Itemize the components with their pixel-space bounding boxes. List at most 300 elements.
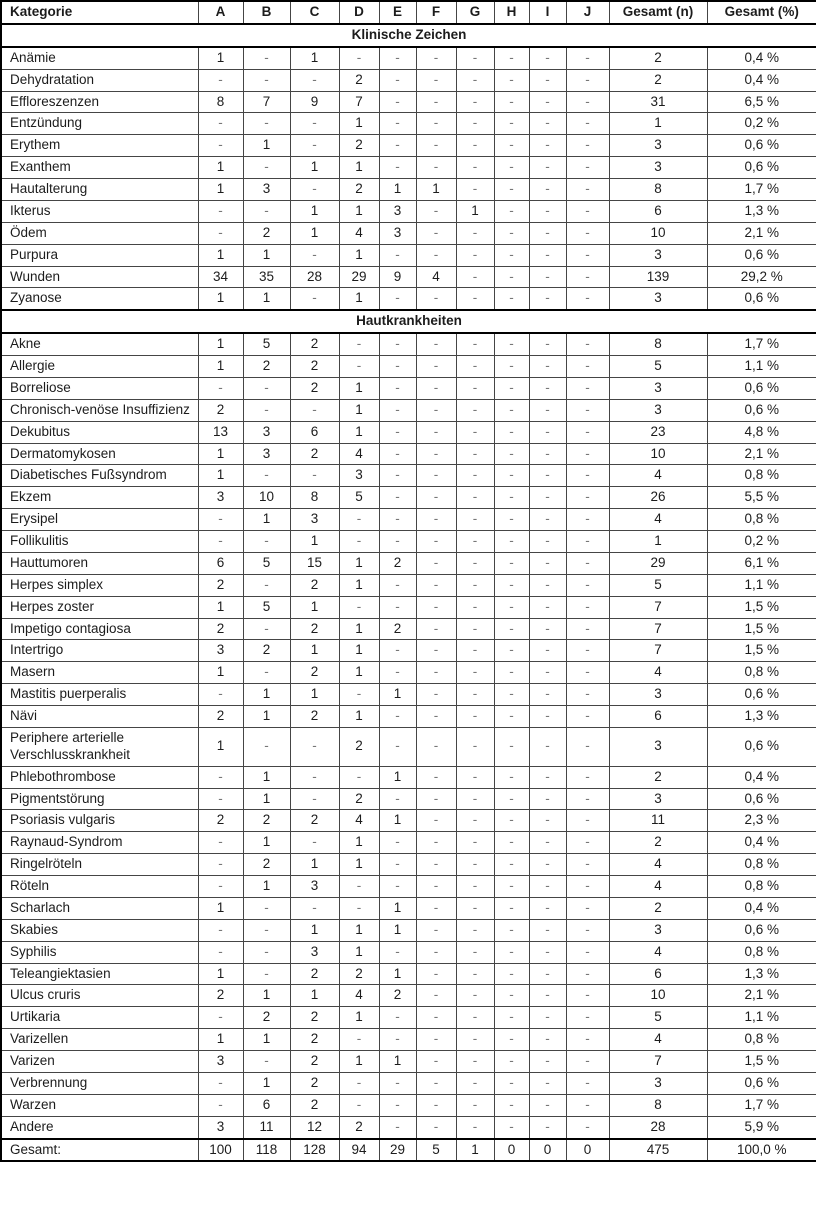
- value-cell-i: -: [529, 1029, 566, 1051]
- value-cell-c: 2: [290, 1007, 339, 1029]
- total-pct-cell: 2,1 %: [707, 222, 816, 244]
- value-cell-a: 3: [198, 1051, 243, 1073]
- value-cell-h: -: [494, 727, 529, 766]
- value-cell-h: -: [494, 1029, 529, 1051]
- value-cell-i: -: [529, 288, 566, 310]
- value-cell-b: -: [243, 897, 290, 919]
- value-cell-j: -: [566, 788, 609, 810]
- value-cell-d: 1: [339, 421, 379, 443]
- value-cell-j: -: [566, 574, 609, 596]
- column-header-i: I: [529, 1, 566, 24]
- value-cell-h: -: [494, 596, 529, 618]
- value-cell-e: -: [379, 640, 416, 662]
- value-cell-c: 2: [290, 963, 339, 985]
- value-cell-c: 1: [290, 684, 339, 706]
- column-header-e: E: [379, 1, 416, 24]
- table-row: [1, 47, 816, 69]
- value-cell-d: 1: [339, 377, 379, 399]
- category-cell: Varizen: [1, 1051, 198, 1073]
- value-cell-j: -: [566, 399, 609, 421]
- value-cell-e: -: [379, 399, 416, 421]
- value-cell-c: 1: [290, 596, 339, 618]
- value-cell-d: 29: [339, 266, 379, 288]
- total-pct-cell: 5,9 %: [707, 1116, 816, 1138]
- value-cell-c: 2: [290, 1051, 339, 1073]
- value-cell-g: -: [456, 919, 494, 941]
- value-cell-g: -: [456, 1029, 494, 1051]
- column-header-a: A: [198, 1, 243, 24]
- value-cell-b: 1: [243, 288, 290, 310]
- value-cell-i: -: [529, 854, 566, 876]
- value-cell-e: -: [379, 854, 416, 876]
- total-pct-cell: 0,8 %: [707, 941, 816, 963]
- category-cell: Borreliose: [1, 377, 198, 399]
- value-cell-g: -: [456, 854, 494, 876]
- value-cell-d: -: [339, 47, 379, 69]
- value-cell-d: -: [339, 596, 379, 618]
- value-cell-i: -: [529, 941, 566, 963]
- total-pct-cell: 1,5 %: [707, 618, 816, 640]
- table-row: [1, 662, 816, 684]
- total-pct-cell: 2,1 %: [707, 443, 816, 465]
- value-cell-b: -: [243, 727, 290, 766]
- value-cell-e: -: [379, 443, 416, 465]
- table-row: [1, 421, 816, 443]
- table-row: [1, 941, 816, 963]
- value-cell-b: 2: [243, 810, 290, 832]
- value-cell-j: -: [566, 766, 609, 788]
- total-n-cell: 31: [609, 91, 707, 113]
- value-cell-j: -: [566, 487, 609, 509]
- value-cell-d: -: [339, 531, 379, 553]
- category-cell: Ringelröteln: [1, 854, 198, 876]
- total-n-cell: 7: [609, 618, 707, 640]
- value-cell-f: -: [416, 421, 456, 443]
- table-row: [1, 963, 816, 985]
- value-cell-g: -: [456, 399, 494, 421]
- table-row: [1, 684, 816, 706]
- value-cell-i: -: [529, 47, 566, 69]
- value-cell-b: -: [243, 157, 290, 179]
- category-cell: Pigmentstörung: [1, 788, 198, 810]
- value-cell-h: -: [494, 69, 529, 91]
- value-cell-i: -: [529, 113, 566, 135]
- value-cell-e: -: [379, 662, 416, 684]
- total-pct-cell: 0,6 %: [707, 1072, 816, 1094]
- value-cell-c: -: [290, 113, 339, 135]
- value-cell-f: -: [416, 919, 456, 941]
- value-cell-g: -: [456, 727, 494, 766]
- value-cell-b: -: [243, 377, 290, 399]
- value-cell-h: -: [494, 288, 529, 310]
- value-cell-a: 6: [198, 552, 243, 574]
- value-cell-b: 5: [243, 552, 290, 574]
- value-cell-i: -: [529, 333, 566, 355]
- value-cell-c: 1: [290, 985, 339, 1007]
- value-cell-f: -: [416, 399, 456, 421]
- value-cell-d: 2: [339, 69, 379, 91]
- table-row: [1, 288, 816, 310]
- value-cell-h: -: [494, 179, 529, 201]
- value-cell-h: -: [494, 222, 529, 244]
- category-cell: Hauttumoren: [1, 552, 198, 574]
- total-pct-cell: 0,8 %: [707, 465, 816, 487]
- column-header-f: F: [416, 1, 456, 24]
- value-cell-e: 2: [379, 618, 416, 640]
- total-n-cell: 7: [609, 1051, 707, 1073]
- value-cell-e: -: [379, 1116, 416, 1138]
- total-pct-cell: 1,3 %: [707, 200, 816, 222]
- value-cell-d: -: [339, 766, 379, 788]
- total-n-cell: 8: [609, 1094, 707, 1116]
- category-cell: Skabies: [1, 919, 198, 941]
- table-row: [1, 1072, 816, 1094]
- value-cell-a: 1: [198, 179, 243, 201]
- value-cell-f: -: [416, 487, 456, 509]
- table-row: [1, 919, 816, 941]
- value-cell-j: -: [566, 266, 609, 288]
- category-cell: Ödem: [1, 222, 198, 244]
- total-n-cell: 5: [609, 574, 707, 596]
- value-cell-b: 1: [243, 766, 290, 788]
- value-cell-a: 1: [198, 157, 243, 179]
- value-cell-h: -: [494, 377, 529, 399]
- value-cell-f: -: [416, 465, 456, 487]
- category-cell: Psoriasis vulgaris: [1, 810, 198, 832]
- value-cell-e: -: [379, 333, 416, 355]
- value-cell-h: -: [494, 157, 529, 179]
- column-header-kategorie: Kategorie: [1, 1, 198, 24]
- category-cell: Ulcus cruris: [1, 985, 198, 1007]
- value-cell-g: -: [456, 662, 494, 684]
- value-cell-d: 4: [339, 443, 379, 465]
- category-cell: Nävi: [1, 706, 198, 728]
- value-cell-e: 1: [379, 179, 416, 201]
- value-cell-h: -: [494, 963, 529, 985]
- column-header-gesamt-n: Gesamt (n): [609, 1, 707, 24]
- value-cell-e: -: [379, 832, 416, 854]
- value-cell-e: 2: [379, 985, 416, 1007]
- total-n-cell: 29: [609, 552, 707, 574]
- table-row: [1, 854, 816, 876]
- value-cell-g: -: [456, 288, 494, 310]
- category-cell: Andere: [1, 1116, 198, 1138]
- value-cell-d: 2: [339, 788, 379, 810]
- total-pct-cell: 0,4 %: [707, 47, 816, 69]
- table-row: [1, 399, 816, 421]
- value-cell-b: 5: [243, 596, 290, 618]
- value-cell-i: -: [529, 1116, 566, 1138]
- value-cell-c: 2: [290, 1029, 339, 1051]
- value-cell-e: 29: [379, 1139, 416, 1162]
- value-cell-d: -: [339, 333, 379, 355]
- value-cell-a: 2: [198, 810, 243, 832]
- value-cell-d: 2: [339, 1116, 379, 1138]
- value-cell-g: -: [456, 135, 494, 157]
- category-cell: Syphilis: [1, 941, 198, 963]
- total-n-cell: 6: [609, 200, 707, 222]
- value-cell-f: -: [416, 1051, 456, 1073]
- value-cell-i: -: [529, 69, 566, 91]
- value-cell-g: -: [456, 421, 494, 443]
- value-cell-i: -: [529, 552, 566, 574]
- value-cell-c: -: [290, 832, 339, 854]
- value-cell-b: 1: [243, 244, 290, 266]
- category-cell: Akne: [1, 333, 198, 355]
- value-cell-h: -: [494, 662, 529, 684]
- totals-row: [1, 1139, 816, 1162]
- value-cell-f: -: [416, 876, 456, 898]
- table-row: [1, 244, 816, 266]
- value-cell-d: 94: [339, 1139, 379, 1162]
- total-pct-cell: 4,8 %: [707, 421, 816, 443]
- value-cell-d: 1: [339, 574, 379, 596]
- value-cell-c: 2: [290, 810, 339, 832]
- value-cell-e: -: [379, 1029, 416, 1051]
- total-n-cell: 5: [609, 356, 707, 378]
- table-row: [1, 135, 816, 157]
- value-cell-d: 1: [339, 1051, 379, 1073]
- value-cell-b: -: [243, 113, 290, 135]
- value-cell-f: -: [416, 963, 456, 985]
- value-cell-j: -: [566, 640, 609, 662]
- value-cell-c: 12: [290, 1116, 339, 1138]
- table-row: [1, 531, 816, 553]
- value-cell-d: 1: [339, 200, 379, 222]
- column-header-g: G: [456, 1, 494, 24]
- value-cell-h: -: [494, 356, 529, 378]
- value-cell-i: -: [529, 596, 566, 618]
- category-cell: Diabetisches Fußsyndrom: [1, 465, 198, 487]
- column-header-b: B: [243, 1, 290, 24]
- column-header-j: J: [566, 1, 609, 24]
- total-n-cell: 26: [609, 487, 707, 509]
- value-cell-i: -: [529, 200, 566, 222]
- value-cell-i: -: [529, 640, 566, 662]
- value-cell-d: 4: [339, 985, 379, 1007]
- value-cell-i: -: [529, 443, 566, 465]
- value-cell-b: -: [243, 465, 290, 487]
- value-cell-g: -: [456, 443, 494, 465]
- value-cell-e: -: [379, 487, 416, 509]
- category-cell: Anämie: [1, 47, 198, 69]
- table-row: [1, 706, 816, 728]
- value-cell-a: 1: [198, 727, 243, 766]
- value-cell-h: -: [494, 941, 529, 963]
- value-cell-d: 3: [339, 465, 379, 487]
- category-cell: Wunden: [1, 266, 198, 288]
- value-cell-g: 1: [456, 1139, 494, 1162]
- value-cell-a: -: [198, 135, 243, 157]
- value-cell-g: -: [456, 963, 494, 985]
- value-cell-j: -: [566, 897, 609, 919]
- value-cell-b: -: [243, 69, 290, 91]
- value-cell-h: -: [494, 684, 529, 706]
- value-cell-a: 34: [198, 266, 243, 288]
- value-cell-a: -: [198, 919, 243, 941]
- value-cell-i: -: [529, 135, 566, 157]
- value-cell-h: -: [494, 706, 529, 728]
- category-cell: Exanthem: [1, 157, 198, 179]
- value-cell-e: 3: [379, 222, 416, 244]
- value-cell-b: 1: [243, 788, 290, 810]
- total-n-cell: 3: [609, 399, 707, 421]
- value-cell-e: -: [379, 1007, 416, 1029]
- value-cell-i: -: [529, 876, 566, 898]
- value-cell-i: -: [529, 618, 566, 640]
- value-cell-c: -: [290, 288, 339, 310]
- value-cell-a: 2: [198, 706, 243, 728]
- value-cell-c: 2: [290, 662, 339, 684]
- value-cell-h: -: [494, 552, 529, 574]
- value-cell-e: -: [379, 91, 416, 113]
- value-cell-j: -: [566, 135, 609, 157]
- value-cell-i: -: [529, 810, 566, 832]
- value-cell-c: 2: [290, 443, 339, 465]
- total-pct-cell: 6,5 %: [707, 91, 816, 113]
- total-pct-cell: 1,5 %: [707, 1051, 816, 1073]
- value-cell-d: 2: [339, 963, 379, 985]
- value-cell-i: -: [529, 963, 566, 985]
- table-row: [1, 113, 816, 135]
- value-cell-i: -: [529, 377, 566, 399]
- total-pct-cell: 0,6 %: [707, 157, 816, 179]
- table-row: [1, 552, 816, 574]
- value-cell-j: -: [566, 963, 609, 985]
- value-cell-i: -: [529, 244, 566, 266]
- value-cell-e: 1: [379, 963, 416, 985]
- value-cell-d: -: [339, 1094, 379, 1116]
- value-cell-a: -: [198, 854, 243, 876]
- value-cell-b: 3: [243, 443, 290, 465]
- value-cell-j: -: [566, 47, 609, 69]
- table-row: [1, 377, 816, 399]
- value-cell-j: 0: [566, 1139, 609, 1162]
- section-title: Hautkrankheiten: [1, 310, 816, 333]
- value-cell-d: -: [339, 1072, 379, 1094]
- value-cell-a: -: [198, 1094, 243, 1116]
- total-pct-cell: 1,7 %: [707, 333, 816, 355]
- value-cell-d: 7: [339, 91, 379, 113]
- value-cell-c: 1: [290, 200, 339, 222]
- value-cell-e: -: [379, 113, 416, 135]
- value-cell-c: -: [290, 69, 339, 91]
- value-cell-a: 1: [198, 333, 243, 355]
- value-cell-i: -: [529, 1072, 566, 1094]
- value-cell-b: 3: [243, 421, 290, 443]
- total-pct-cell: 6,1 %: [707, 552, 816, 574]
- value-cell-a: 3: [198, 487, 243, 509]
- total-n-cell: 3: [609, 919, 707, 941]
- value-cell-g: -: [456, 91, 494, 113]
- value-cell-i: -: [529, 1051, 566, 1073]
- value-cell-i: -: [529, 766, 566, 788]
- value-cell-a: -: [198, 69, 243, 91]
- value-cell-d: 1: [339, 662, 379, 684]
- table-row: [1, 832, 816, 854]
- value-cell-j: -: [566, 244, 609, 266]
- value-cell-j: -: [566, 832, 609, 854]
- category-cell: Dermatomykosen: [1, 443, 198, 465]
- category-cell: Erysipel: [1, 509, 198, 531]
- value-cell-b: 1: [243, 1029, 290, 1051]
- total-pct-cell: 2,3 %: [707, 810, 816, 832]
- value-cell-h: -: [494, 509, 529, 531]
- total-pct-cell: 1,1 %: [707, 1007, 816, 1029]
- value-cell-h: -: [494, 200, 529, 222]
- value-cell-b: 7: [243, 91, 290, 113]
- total-pct-cell: 2,1 %: [707, 985, 816, 1007]
- value-cell-f: -: [416, 640, 456, 662]
- total-pct-cell: 5,5 %: [707, 487, 816, 509]
- value-cell-b: 1: [243, 832, 290, 854]
- value-cell-i: -: [529, 266, 566, 288]
- value-cell-h: -: [494, 135, 529, 157]
- total-pct-cell: 100,0 %: [707, 1139, 816, 1162]
- total-pct-cell: 0,8 %: [707, 662, 816, 684]
- value-cell-g: -: [456, 113, 494, 135]
- value-cell-d: 2: [339, 179, 379, 201]
- value-cell-b: 1: [243, 509, 290, 531]
- value-cell-c: 15: [290, 552, 339, 574]
- value-cell-b: 2: [243, 222, 290, 244]
- value-cell-c: -: [290, 135, 339, 157]
- value-cell-f: 5: [416, 1139, 456, 1162]
- value-cell-j: -: [566, 854, 609, 876]
- value-cell-b: -: [243, 662, 290, 684]
- value-cell-b: -: [243, 1051, 290, 1073]
- value-cell-b: -: [243, 618, 290, 640]
- total-pct-cell: 0,6 %: [707, 727, 816, 766]
- value-cell-j: -: [566, 222, 609, 244]
- category-cell: Scharlach: [1, 897, 198, 919]
- value-cell-c: 1: [290, 531, 339, 553]
- value-cell-f: 4: [416, 266, 456, 288]
- value-cell-e: -: [379, 421, 416, 443]
- value-cell-c: 2: [290, 1072, 339, 1094]
- table-row: [1, 266, 816, 288]
- value-cell-f: -: [416, 854, 456, 876]
- total-n-cell: 10: [609, 985, 707, 1007]
- value-cell-i: -: [529, 179, 566, 201]
- table-row: [1, 727, 816, 766]
- value-cell-d: 5: [339, 487, 379, 509]
- value-cell-j: -: [566, 157, 609, 179]
- value-cell-a: 1: [198, 963, 243, 985]
- value-cell-d: -: [339, 1029, 379, 1051]
- total-n-cell: 3: [609, 244, 707, 266]
- category-cell: Gesamt:: [1, 1139, 198, 1162]
- value-cell-f: -: [416, 1007, 456, 1029]
- value-cell-d: -: [339, 876, 379, 898]
- value-cell-f: -: [416, 47, 456, 69]
- value-cell-g: -: [456, 377, 494, 399]
- value-cell-g: -: [456, 157, 494, 179]
- value-cell-j: -: [566, 810, 609, 832]
- value-cell-g: -: [456, 1094, 494, 1116]
- value-cell-g: -: [456, 266, 494, 288]
- value-cell-a: -: [198, 200, 243, 222]
- table-row: [1, 487, 816, 509]
- value-cell-j: -: [566, 288, 609, 310]
- value-cell-i: -: [529, 985, 566, 1007]
- table-row: [1, 465, 816, 487]
- value-cell-d: 2: [339, 727, 379, 766]
- value-cell-c: -: [290, 399, 339, 421]
- value-cell-e: -: [379, 876, 416, 898]
- value-cell-i: -: [529, 706, 566, 728]
- value-cell-c: 6: [290, 421, 339, 443]
